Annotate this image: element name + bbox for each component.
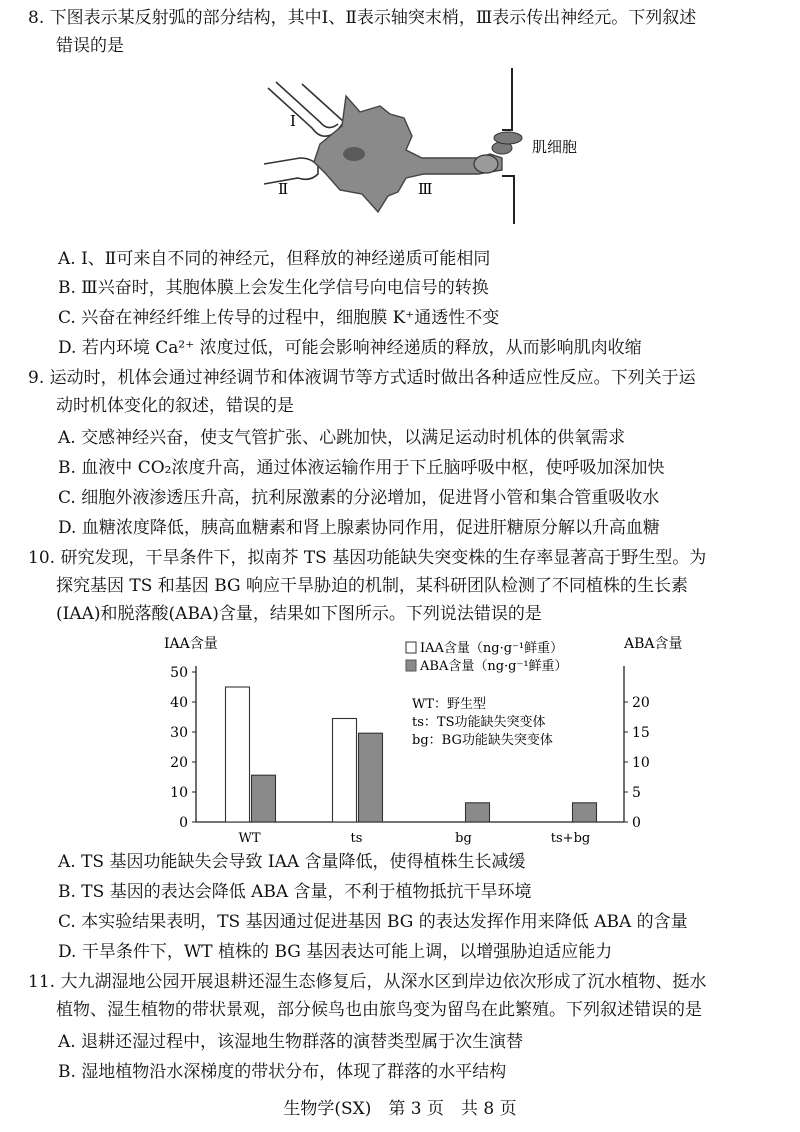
x-tick-label: ts+bg bbox=[550, 831, 591, 846]
q9-stem-line1: 9. 运动时，机体会通过神经调节和体液调节等方式适时做出各种适应性反应。下列关于运 bbox=[28, 368, 696, 388]
question-8 bbox=[28, 4, 778, 60]
q10-stem-line2: 探究基因 TS 和基因 BG 响应干旱胁迫的机制，某科研团队检测了不同植株的生长素 bbox=[56, 576, 688, 596]
question-9 bbox=[28, 364, 778, 420]
synaptic-knob bbox=[474, 155, 498, 173]
y-right-tick-label: 5 bbox=[632, 785, 641, 801]
q11-stem-line1: 11. 大九湖湿地公园开展退耕还湿生态修复后，从深水区到岸边依次形成了沉水植物、挺水 bbox=[28, 972, 707, 992]
y-axis-left-label: IAA含量 bbox=[164, 636, 218, 652]
aba-bar-ts-bg bbox=[573, 803, 597, 822]
q9-option-d: D. 血糖浓度降低，胰高血糖素和肾上腺素协同作用，促进肝糖原分解以升高血糖 bbox=[58, 518, 660, 538]
y-left-tick-label: 0 bbox=[179, 815, 188, 831]
q10-option-b: B. TS 基因的表达会降低 ABA 含量，不利于植物抵抗干旱环境 bbox=[58, 882, 532, 902]
reflex-arc-figure bbox=[250, 66, 578, 226]
y-right-tick-label: 0 bbox=[632, 815, 641, 831]
q10-option-a: A. TS 基因功能缺失会导致 IAA 含量降低，使得植株生长减缓 bbox=[58, 852, 526, 872]
q8-option-a: A. Ⅰ、Ⅱ可来自不同的神经元，但释放的神经递质可能相同 bbox=[58, 249, 491, 269]
page-footer: 生物学(SX) 第 3 页 共 8 页 bbox=[283, 1099, 517, 1119]
neuron-nucleus bbox=[343, 147, 365, 161]
q11-stem-line2: 植物、湿生植物的带状景观，部分候鸟也由旅鸟变为留鸟在此繁殖。下列叙述错误的是 bbox=[56, 1000, 702, 1020]
y-left-tick-label: 10 bbox=[170, 785, 188, 801]
iaa-bar-WT bbox=[226, 687, 250, 822]
y-axis-right-label: ABA含量 bbox=[624, 636, 683, 652]
q8-option-b: B. Ⅲ兴奋时，其胞体膜上会发生化学信号向电信号的转换 bbox=[58, 278, 489, 298]
q8-stem-line1: 8. 下图表示某反射弧的部分结构，其中Ⅰ、Ⅱ表示轴突末梢，Ⅲ表示传出神经元。下列叙述 bbox=[28, 8, 697, 28]
aba-bar-WT bbox=[252, 775, 276, 822]
x-tick-label: bg bbox=[455, 831, 472, 846]
muscle-cell-wall-top bbox=[502, 68, 512, 130]
legend-label-aba: ABA含量（ng·g⁻¹鲜重） bbox=[420, 659, 568, 674]
q8-option-d: D. 若内环境 Ca²⁺ 浓度过低，可能会影响神经递质的释放，从而影响肌肉收缩 bbox=[58, 338, 642, 358]
q9-option-a: A. 交感神经兴奋，使支气管扩张、心跳加快，以满足运动时机体的供氧需求 bbox=[58, 428, 626, 448]
axon-terminal-II bbox=[264, 158, 318, 184]
q10-option-d: D. 干旱条件下，WT 植株的 BG 基因表达可能上调，以增强胁迫适应能力 bbox=[58, 942, 613, 962]
question-11 bbox=[28, 968, 778, 1024]
chart-legend bbox=[406, 641, 568, 674]
q8-option-c: C. 兴奋在神经纤维上传导的过程中，细胞膜 K⁺通透性不变 bbox=[58, 308, 500, 328]
y-left-tick-label: 20 bbox=[170, 755, 188, 771]
y-right-tick-label: 15 bbox=[632, 725, 650, 741]
iaa-bar-ts bbox=[333, 719, 357, 823]
y-right-tick-label: 10 bbox=[632, 755, 650, 771]
aba-bar-bg bbox=[466, 803, 490, 822]
legend-swatch-iaa bbox=[406, 642, 416, 653]
y-right-tick-label: 20 bbox=[632, 695, 650, 711]
q9-stem-line2: 动时机体变化的叙述，错误的是 bbox=[56, 396, 294, 416]
q11-option-a: A. 退耕还湿过程中，该湿地生物群落的演替类型属于次生演替 bbox=[58, 1032, 524, 1052]
hormone-bar-chart bbox=[150, 628, 683, 846]
q8-stem-line2: 错误的是 bbox=[56, 36, 124, 56]
x-tick-label: WT bbox=[238, 831, 261, 846]
efferent-neuron-III bbox=[314, 96, 502, 212]
annotation-bg: bg：BG功能缺失突变体 bbox=[412, 733, 553, 748]
label-III: Ⅲ bbox=[418, 180, 433, 198]
label-II: Ⅱ bbox=[278, 180, 289, 198]
question-10 bbox=[28, 544, 778, 628]
y-left-tick-label: 30 bbox=[170, 725, 188, 741]
label-muscle-cell: 肌细胞 bbox=[532, 138, 578, 156]
q11-option-b: B. 湿地植物沿水深梯度的带状分布，体现了群落的水平结构 bbox=[58, 1062, 507, 1082]
chart-bars bbox=[226, 687, 597, 822]
y-left-tick-label: 50 bbox=[170, 665, 188, 681]
label-I: Ⅰ bbox=[290, 112, 296, 130]
aba-bar-ts bbox=[359, 733, 383, 822]
q9-option-b: B. 血液中 CO₂浓度升高，通过体液运输作用于下丘脑呼吸中枢，使呼吸加深加快 bbox=[58, 458, 665, 478]
annotation-wt: WT：野生型 bbox=[412, 697, 487, 712]
muscle-cell-wall-bottom bbox=[502, 176, 514, 224]
q9-option-c: C. 细胞外液渗透压升高，抗利尿激素的分泌增加，促进肾小管和集合管重吸收水 bbox=[58, 488, 660, 508]
q10-option-c: C. 本实验结果表明，TS 基因通过促进基因 BG 的表达发挥作用来降低 ABA 的含量 bbox=[58, 912, 688, 932]
annotation-ts: ts：TS功能缺失突变体 bbox=[412, 715, 546, 730]
q10-stem-line3: (IAA)和脱落酸(ABA)含量，结果如下图所示。下列说法错误的是 bbox=[56, 604, 542, 624]
legend-swatch-aba bbox=[406, 660, 416, 671]
y-left-tick-label: 40 bbox=[170, 695, 188, 711]
legend-label-iaa: IAA含量（ng·g⁻¹鲜重） bbox=[420, 641, 564, 656]
x-tick-label: ts bbox=[350, 831, 363, 846]
q10-stem-line1: 10. 研究发现，干旱条件下，拟南芥 TS 基因功能缺失突变株的生存率显著高于野生型。为 bbox=[28, 548, 707, 568]
